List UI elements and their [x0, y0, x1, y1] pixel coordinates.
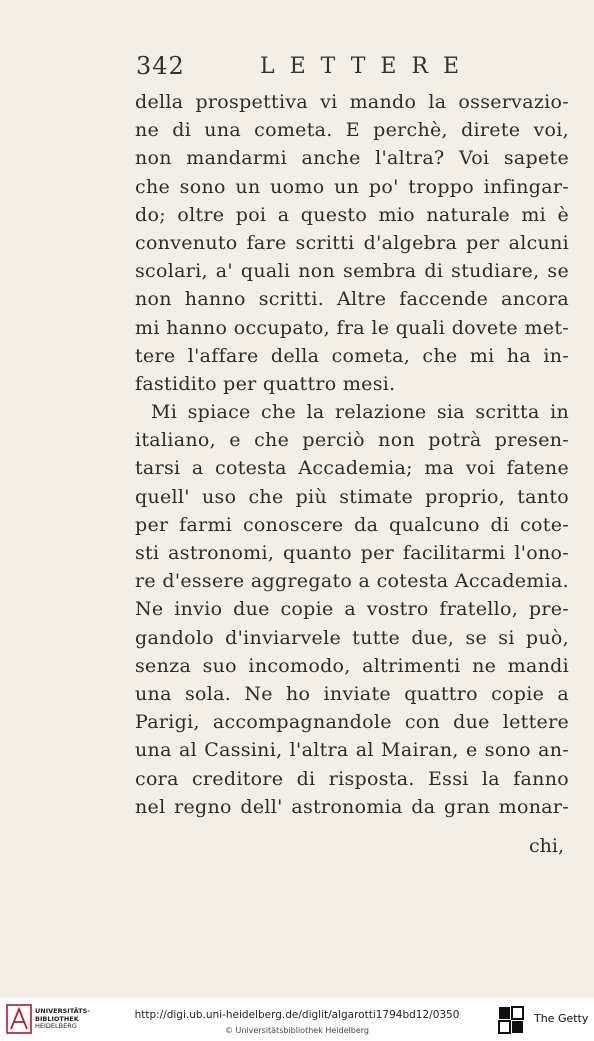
permalink-url[interactable]: http://digi.ub.uni-heidelberg.de/diglit/algarotti1794bd12/0350 [134, 1009, 460, 1021]
text-line: do; oltre poi a questo mio naturale mi è [135, 203, 569, 226]
page-header [136, 52, 475, 86]
text-line: fastidito per quattro mesi. [135, 372, 396, 395]
text-line: della prospettiva vi mando la osservazio- [135, 91, 569, 113]
page-number: 342 [136, 52, 185, 80]
letter-text [135, 88, 569, 821]
text-line: sti astronomi, quanto per facilitarmi l'ono- [135, 542, 569, 564]
text-line: re d'essere aggregato a cotesta Accademia. [135, 570, 569, 593]
text-line: cora creditore di risposta. Essi la fanno [135, 767, 569, 790]
viewer-footer [0, 998, 594, 1041]
institution-line: UNIVERSITÄTS- [35, 1007, 90, 1015]
text-line: non hanno scritti. Altre faccende ancora [135, 288, 569, 311]
text-line: tere l'affare della cometa, che mi ha in- [135, 344, 569, 367]
text-line: una al Cassini, l'altra al Mairan, e sono an- [135, 739, 569, 762]
text-line: Mi spiace che la relazione sia scritta in [151, 401, 569, 424]
text-line: per farmi conoscere da qualcuno di cote- [135, 513, 569, 536]
text-line: italiano, e che perciò non potrà presen- [135, 429, 569, 452]
institution-line: BIBLIOTHEK [35, 1014, 79, 1023]
text-line: non mandarmi anche l'altra? Voi sapete [135, 147, 569, 170]
text-line: ne di una cometa. E perchè, direte voi, [135, 119, 569, 142]
text-line: mi hanno occupato, fra le quali dovete met- [135, 316, 569, 339]
text-line: scolari, a' quali non sembra di studiare, se [135, 260, 569, 283]
text-line: nel regno dell' astronomia da gran monar- [135, 795, 569, 818]
text-line: quell' uso che più stimate proprio, tanto [135, 485, 569, 508]
institution-line: HEIDELBERG [35, 1022, 77, 1030]
copyright-notice: © Universitätsbibliothek Heidelberg [224, 1026, 369, 1035]
text-line: che sono un uomo un po' troppo infingar- [135, 175, 569, 198]
text-line: Parigi, accompagnandole con due lettere [135, 711, 569, 734]
text-line: tarsi a cotesta Accademia; ma voi fatene [135, 457, 569, 480]
text-line: senza suo incomodo, altrimenti ne mandi [135, 654, 569, 677]
text-line: convenuto fare scritti d'algebra per alcuni [135, 231, 569, 254]
catchword: chi, [529, 835, 564, 857]
running-title: LETTERE [260, 54, 475, 79]
text-line: gandolo d'inviarvele tutte due, se si può, [135, 626, 569, 649]
text-line: Ne invio due copie a vostro fratello, pre- [135, 598, 569, 621]
getty-logo-icon [498, 1006, 524, 1034]
text-line: una sola. Ne ho inviate quattro copie a [135, 682, 569, 705]
getty-name: The Getty [534, 1012, 589, 1025]
